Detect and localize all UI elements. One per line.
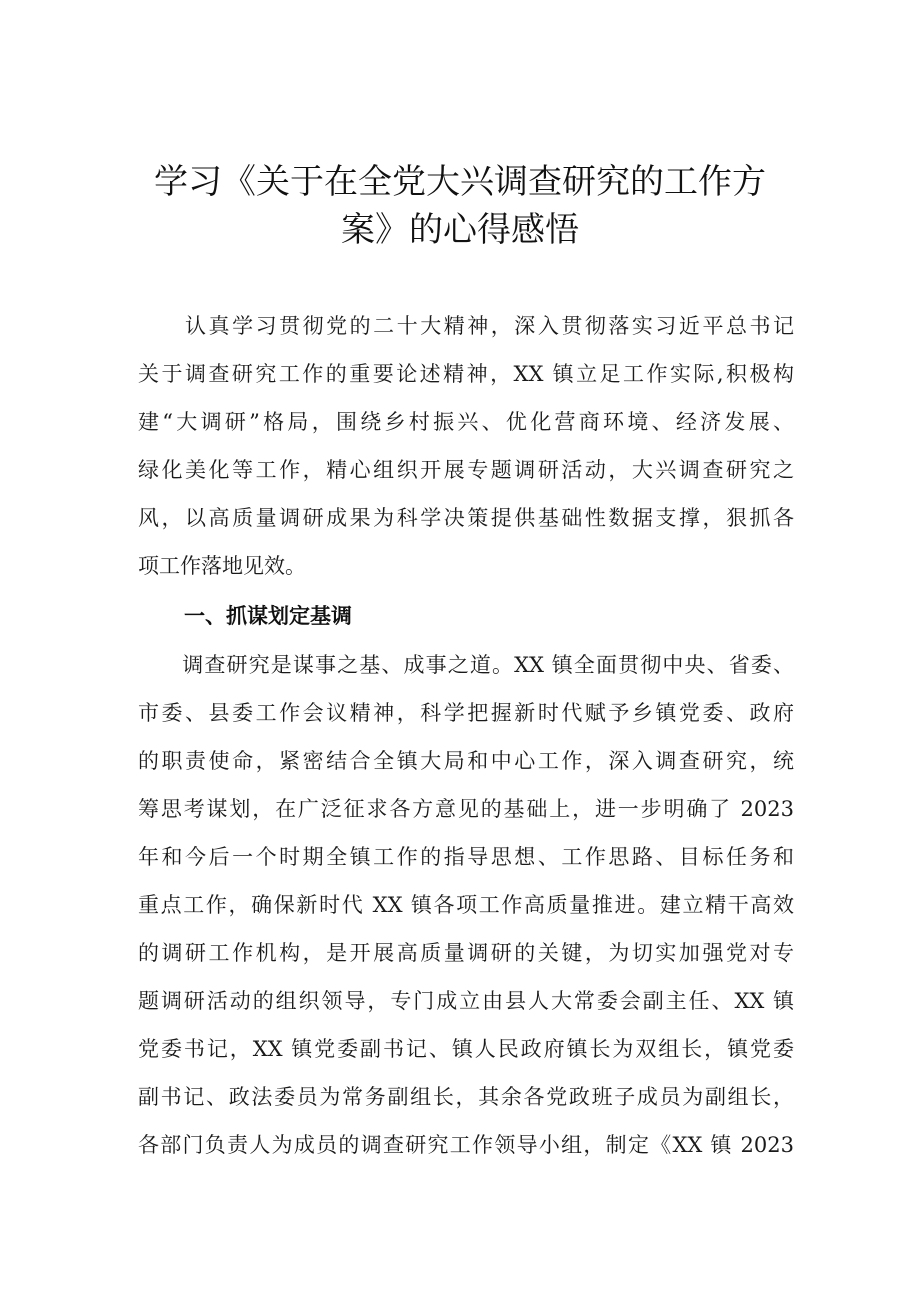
paragraph-line: 认真学习贯彻党的二十大精神，深入贯彻落实习近平总书记 xyxy=(138,314,794,338)
title-line: 学习《关于在全党大兴调查研究的工作方 xyxy=(154,162,766,202)
paragraph-line: 党委书记，XX 镇党委副书记、镇人民政府镇长为双组长，镇党委 xyxy=(138,1037,794,1061)
paragraph-line: 重点工作，确保新时代 XX 镇各项工作高质量推进。建立精干高效 xyxy=(138,893,794,917)
paragraph-line: 市委、县委工作会议精神，科学把握新时代赋予乡镇党委、政府 xyxy=(138,701,794,725)
paragraph-line: 的调研工作机构，是开展高质量调研的关键，为切实加强党对专 xyxy=(138,941,794,965)
paragraph-section-1 xyxy=(138,641,794,1169)
paragraph-line: 关于调查研究工作的重要论述精神，XX 镇立足工作实际,积极构 xyxy=(138,362,794,386)
paragraph-line: 副书记、政法委员为常务副组长，其余各党政班子成员为副组长， xyxy=(138,1085,794,1109)
section-heading-1: 一、抓谋划定基调 xyxy=(184,604,352,628)
paragraph-intro xyxy=(138,302,794,590)
title-line: 案》的心得感悟 xyxy=(341,210,579,250)
paragraph-line: 绿化美化等工作，精心组织开展专题调研活动，大兴调查研究之 xyxy=(138,458,794,482)
document-title xyxy=(120,158,800,254)
paragraph-line: 年和今后一个时期全镇工作的指导思想、工作思路、目标任务和 xyxy=(138,845,794,869)
paragraph-line: 调查研究是谋事之基、成事之道。XX 镇全面贯彻中央、省委、 xyxy=(138,653,794,677)
paragraph-line: 项工作落地见效。 xyxy=(138,554,306,578)
paragraph-line: 风，以高质量调研成果为科学决策提供基础性数据支撑，狠抓各 xyxy=(138,506,794,530)
paragraph-line: 筹思考谋划，在广泛征求各方意见的基础上，进一步明确了 2023 xyxy=(138,797,794,821)
paragraph-line: 的职责使命，紧密结合全镇大局和中心工作，深入调查研究，统 xyxy=(138,749,794,773)
paragraph-line: 各部门负责人为成员的调查研究工作领导小组，制定《XX 镇 2023 xyxy=(138,1133,794,1157)
paragraph-line: 题调研活动的组织领导，专门成立由县人大常委会副主任、XX 镇 xyxy=(138,989,794,1013)
paragraph-line: 建“大调研”格局，围绕乡村振兴、优化营商环境、经济发展、 xyxy=(138,410,794,434)
